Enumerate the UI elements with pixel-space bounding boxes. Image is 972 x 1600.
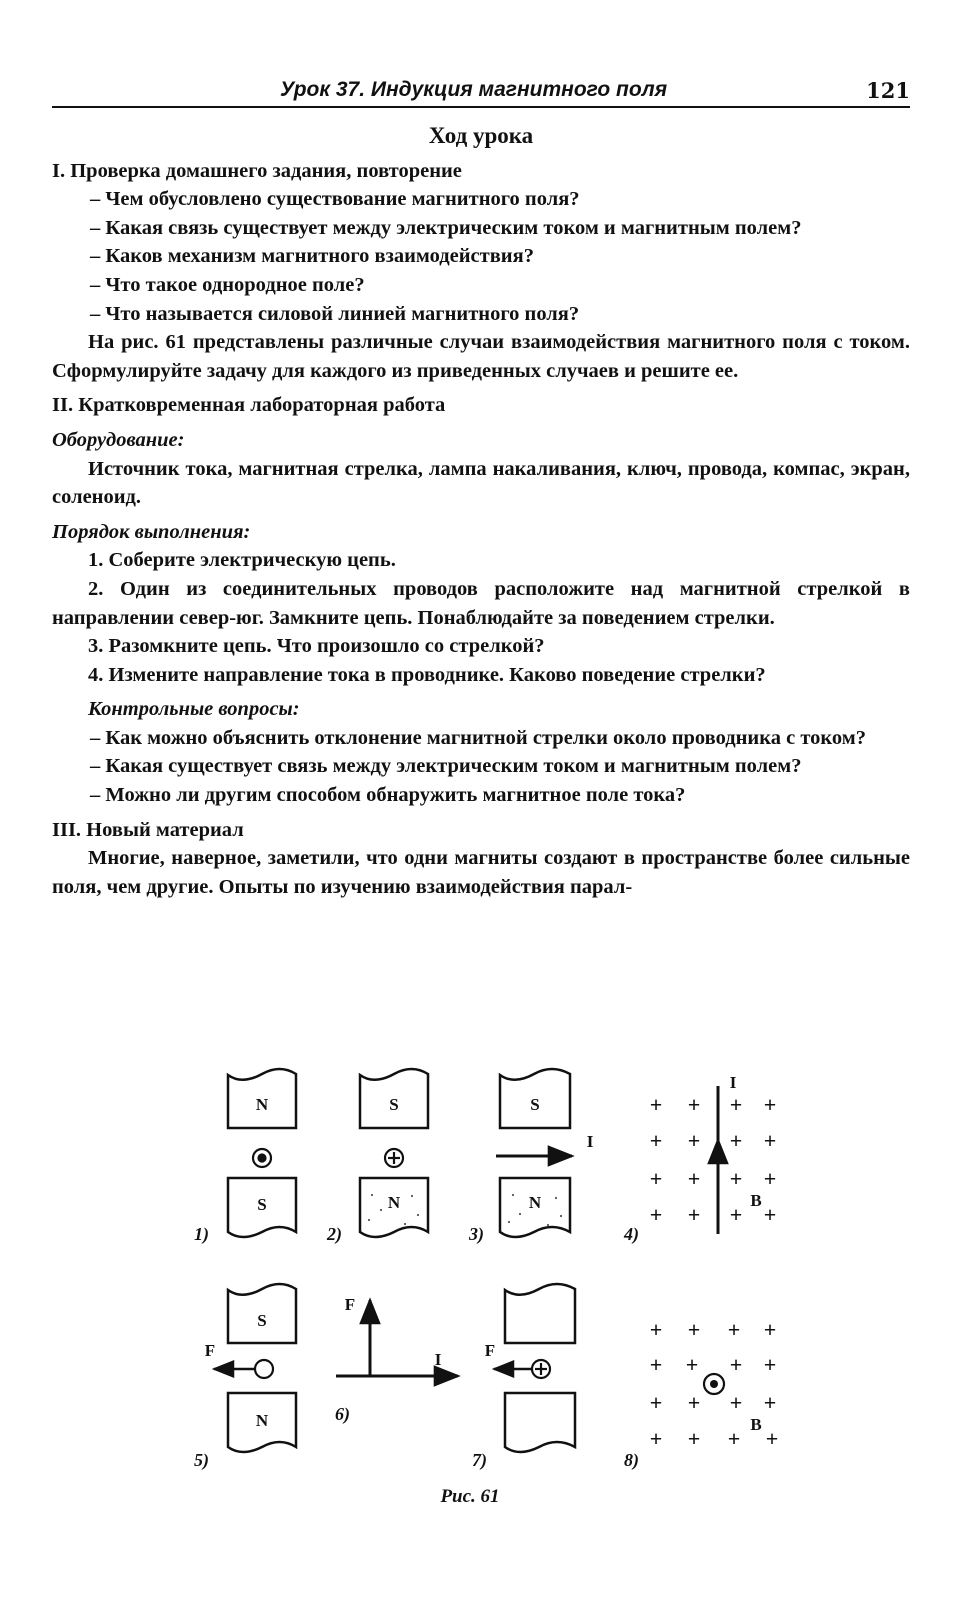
svg-text:+: + xyxy=(729,1352,743,1377)
panel-label-8: 8) xyxy=(624,1450,639,1470)
running-header-title: Урок 37. Индукция магнитного поля xyxy=(280,78,668,101)
svg-text:+: + xyxy=(729,1166,743,1191)
svg-text:+: + xyxy=(729,1390,743,1415)
svg-text:+: + xyxy=(729,1202,743,1227)
svg-text:+: + xyxy=(763,1128,777,1153)
current-label-3: I xyxy=(586,1132,594,1151)
force-label-5: F xyxy=(204,1341,216,1360)
svg-text:+: + xyxy=(649,1317,663,1342)
svg-text:+: + xyxy=(763,1317,777,1342)
svg-text:+: + xyxy=(649,1128,663,1153)
pole-label-s: S xyxy=(389,1095,399,1114)
new-material-paragraph: Многие, наверное, заметили, что одни магниты создают в пространстве более сильные поля, чем другие. Опыты по изучению взаимодействия парал- xyxy=(52,847,910,898)
svg-text:+: + xyxy=(649,1202,663,1227)
magnet-top-7 xyxy=(505,1284,575,1343)
svg-text:+: + xyxy=(687,1092,701,1117)
svg-text:+: + xyxy=(649,1426,663,1451)
svg-text:+: + xyxy=(685,1352,699,1377)
review-question: – Какая связь существует между электрическим током и магнитным полем? xyxy=(90,216,802,239)
pole-label-s: S xyxy=(257,1195,267,1214)
lesson-heading: Ход урока xyxy=(428,123,534,148)
panel-label-1: 1) xyxy=(194,1224,209,1244)
svg-text:+: + xyxy=(763,1092,777,1117)
svg-text:+: + xyxy=(649,1166,663,1191)
pole-label-s: S xyxy=(530,1095,540,1114)
panel-label-2: 2) xyxy=(327,1224,342,1244)
svg-text:+: + xyxy=(763,1166,777,1191)
equipment-text: Источник тока, магнитная стрелка, лампа накаливания, ключ, провода, компас, экран, соленоид. xyxy=(52,457,910,509)
svg-text:+: + xyxy=(687,1166,701,1191)
review-question: – Каков механизм магнитного взаимодействия? xyxy=(90,245,534,268)
magnet-bottom-7 xyxy=(505,1393,575,1452)
control-questions-title: Контрольные вопросы: xyxy=(88,698,300,721)
svg-text:+: + xyxy=(687,1317,701,1342)
svg-text:+: + xyxy=(687,1390,701,1415)
svg-text:+: + xyxy=(727,1317,741,1342)
control-question: – Можно ли другим способом обнаружить магнитное поле тока? xyxy=(90,784,686,807)
pole-label-n: N xyxy=(255,1095,269,1114)
force-label-6: F xyxy=(344,1295,356,1314)
svg-text:+: + xyxy=(763,1352,777,1377)
figure-task-paragraph: На рис. 61 представлены различные случаи взаимодействия магнитного поля с током. Сформулируйте задачу для каждого из приведенных случаев и решите ее. xyxy=(52,331,910,382)
svg-text:+: + xyxy=(687,1128,701,1153)
pole-label-s: S xyxy=(257,1311,267,1330)
procedure-step: 4. Измените направление тока в проводнике. Каково поведение стрелки? xyxy=(88,663,766,686)
procedure-title: Порядок выполнения: xyxy=(52,520,251,543)
section-2-title: II. Кратковременная лабораторная работа xyxy=(52,394,446,417)
control-question: – Какая существует связь между электрическим током и магнитным полем? xyxy=(90,755,802,778)
control-question: – Как можно объяснить отклонение магнитной стрелки около проводника с током? xyxy=(90,726,866,749)
panel-label-6: 6) xyxy=(335,1404,350,1424)
svg-text:+: + xyxy=(729,1092,743,1117)
svg-text:+: + xyxy=(687,1426,701,1451)
svg-text:+: + xyxy=(649,1092,663,1117)
procedure-step: 3. Разомкните цепь. Что произошло со стрелкой? xyxy=(88,635,545,658)
equipment-title: Оборудование: xyxy=(52,428,185,451)
review-question: – Чем обусловлено существование магнитного поля? xyxy=(90,188,580,211)
review-question: – Что такое однородное поле? xyxy=(90,273,365,296)
section-1-title: I. Проверка домашнего задания, повторение xyxy=(52,159,462,182)
svg-text:+: + xyxy=(727,1426,741,1451)
svg-text:+: + xyxy=(649,1352,663,1377)
field-label-8: B xyxy=(750,1415,762,1434)
panel-label-3: 3) xyxy=(469,1224,484,1244)
svg-text:+: + xyxy=(763,1202,777,1227)
svg-text:+: + xyxy=(765,1426,779,1451)
pole-label-n: N xyxy=(387,1193,401,1212)
page-number: 121 xyxy=(866,78,910,103)
section-3-title: III. Новый материал xyxy=(52,818,244,841)
field-label-4: B xyxy=(750,1191,762,1210)
current-label-6: I xyxy=(434,1350,442,1369)
current-label-4: I xyxy=(729,1073,737,1092)
force-label-7: F xyxy=(484,1341,496,1360)
figure-caption: Рис. 61 xyxy=(440,1486,500,1507)
panel-label-5: 5) xyxy=(194,1450,209,1470)
panel-label-4: 4) xyxy=(624,1224,639,1244)
conductor-5 xyxy=(255,1360,273,1378)
svg-text:+: + xyxy=(687,1202,701,1227)
review-question: – Что называется силовой линией магнитного поля? xyxy=(90,302,580,325)
svg-text:+: + xyxy=(649,1390,663,1415)
pole-label-n: N xyxy=(528,1193,542,1212)
procedure-step: 2. Один из соединительных проводов расположите над магнитной стрелкой в направлении север-юг. Замкните цепь. Понаблюдайте за поведением стрелки. xyxy=(52,577,910,629)
procedure-step: 1. Соберите электрическую цепь. xyxy=(88,549,396,572)
svg-text:+: + xyxy=(763,1390,777,1415)
panel-label-7: 7) xyxy=(472,1450,487,1470)
svg-text:+: + xyxy=(729,1128,743,1153)
pole-label-n: N xyxy=(255,1411,269,1430)
